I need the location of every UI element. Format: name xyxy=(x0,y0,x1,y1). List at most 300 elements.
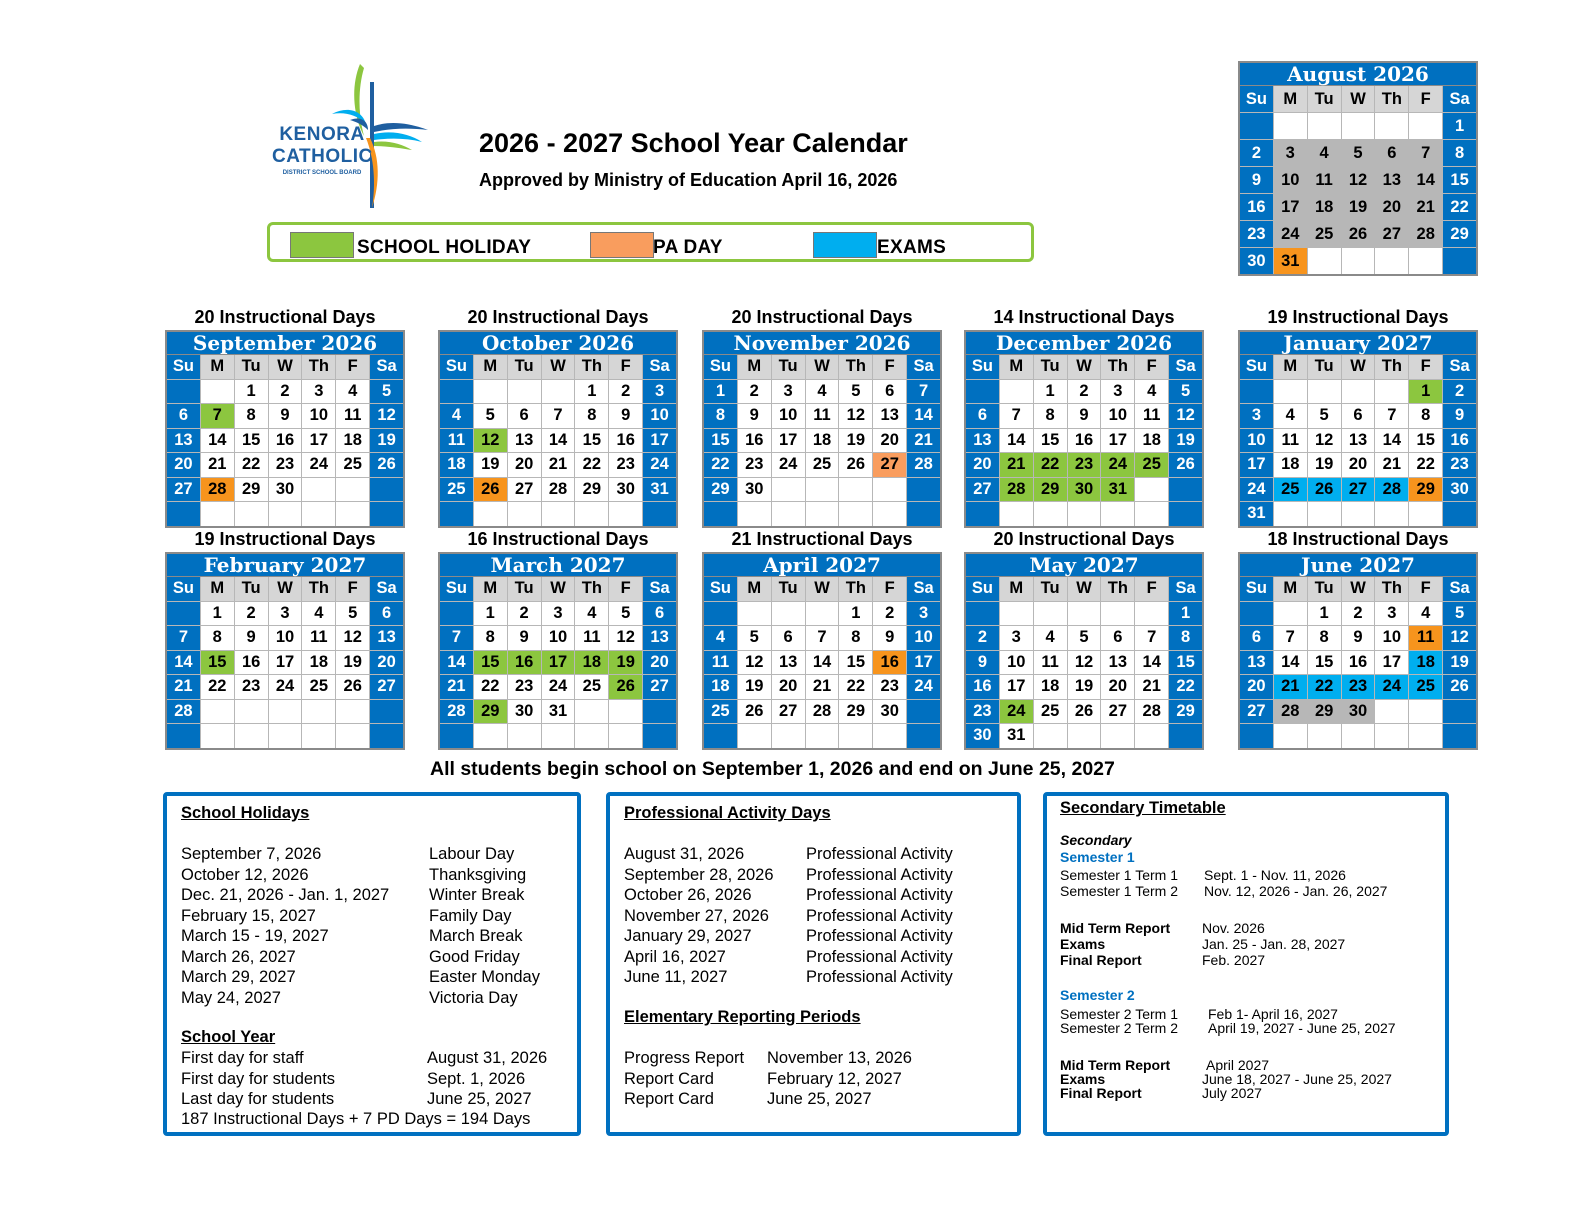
holiday-date: March 15 - 19, 2027 xyxy=(181,927,329,945)
day-cell: 1 xyxy=(1308,602,1341,626)
day-cell: 24 xyxy=(1375,675,1408,699)
day-cell: 3 xyxy=(1240,404,1273,428)
day-cell: 12 xyxy=(1443,626,1476,650)
day-cell: 17 xyxy=(1000,675,1033,699)
day-cell: 8 xyxy=(1443,140,1476,166)
day-cell: 1 xyxy=(1443,113,1476,139)
empty-day-cell xyxy=(643,502,676,526)
empty-day-cell xyxy=(1375,724,1408,748)
day-cell: 22 xyxy=(1169,675,1202,699)
day-cell: 30 xyxy=(269,478,302,502)
weekday-header: Su xyxy=(1240,86,1273,112)
weekday-header: Tu xyxy=(772,577,805,601)
day-cell: 23 xyxy=(508,675,541,699)
empty-day-cell xyxy=(1308,380,1341,404)
weekday-header: W xyxy=(1342,577,1375,601)
day-cell: 5 xyxy=(839,380,872,404)
empty-day-cell xyxy=(201,380,234,404)
month-grid xyxy=(1240,86,1476,274)
s2-term2-value: April 19, 2027 - June 25, 2027 xyxy=(1208,1020,1396,1036)
day-cell: 8 xyxy=(839,626,872,650)
day-cell: 21 xyxy=(1135,675,1168,699)
empty-day-cell xyxy=(772,502,805,526)
weekday-header: F xyxy=(1409,86,1442,112)
day-cell: 17 xyxy=(907,651,940,675)
pa-name: Professional Activity xyxy=(806,947,953,966)
s2-term1-label: Semester 2 Term 1 xyxy=(1060,1006,1179,1022)
empty-day-cell xyxy=(1375,113,1408,139)
day-cell: 15 xyxy=(235,429,268,453)
day-cell: 20 xyxy=(772,675,805,699)
day-cell: 29 xyxy=(1308,700,1341,724)
empty-day-cell xyxy=(1274,724,1307,748)
day-cell: 28 xyxy=(907,453,940,477)
empty-day-cell xyxy=(370,502,403,526)
weekday-header: Th xyxy=(1101,577,1134,601)
day-cell: 2 xyxy=(966,626,999,650)
day-cell: 25 xyxy=(806,453,839,477)
weekday-header: Sa xyxy=(643,355,676,379)
day-cell: 23 xyxy=(738,453,771,477)
day-cell: 2 xyxy=(235,602,268,626)
day-cell: 16 xyxy=(873,651,906,675)
day-cell: 13 xyxy=(508,429,541,453)
weekday-header: M xyxy=(201,355,234,379)
day-cell: 4 xyxy=(302,602,335,626)
day-cell: 8 xyxy=(1034,404,1067,428)
empty-day-cell xyxy=(1135,502,1168,526)
empty-day-cell xyxy=(1240,602,1273,626)
day-cell: 21 xyxy=(907,429,940,453)
day-cell: 4 xyxy=(1409,602,1442,626)
day-cell: 13 xyxy=(1101,651,1134,675)
empty-day-cell xyxy=(542,380,575,404)
empty-day-cell xyxy=(873,478,906,502)
day-cell: 5 xyxy=(1068,626,1101,650)
weekday-header: W xyxy=(806,577,839,601)
school-holidays-box xyxy=(163,792,581,1136)
day-cell: 27 xyxy=(966,478,999,502)
day-cell: 7 xyxy=(1000,404,1033,428)
empty-day-cell xyxy=(575,502,608,526)
empty-day-cell xyxy=(542,724,575,748)
reporting-heading: Elementary Reporting Periods xyxy=(624,1008,861,1026)
s2-final-label: Final Report xyxy=(1060,1085,1142,1101)
weekday-header: F xyxy=(336,577,369,601)
empty-day-cell xyxy=(1443,700,1476,724)
school-year-value: Sept. 1, 2026 xyxy=(427,1069,526,1088)
day-cell: 6 xyxy=(1240,626,1273,650)
day-cell: 17 xyxy=(1101,429,1134,453)
weekday-header: Sa xyxy=(1443,86,1476,112)
day-cell: 1 xyxy=(839,602,872,626)
day-cell: 4 xyxy=(1135,380,1168,404)
day-cell: 20 xyxy=(966,453,999,477)
day-cell: 7 xyxy=(1135,626,1168,650)
holiday-date: February 15, 2027 xyxy=(181,906,316,925)
weekday-header: M xyxy=(201,577,234,601)
day-cell: 2 xyxy=(738,380,771,404)
empty-day-cell xyxy=(1000,380,1033,404)
day-cell: 29 xyxy=(575,478,608,502)
day-cell: 19 xyxy=(474,453,507,477)
day-cell: 14 xyxy=(542,429,575,453)
month-grid xyxy=(704,355,940,526)
empty-day-cell xyxy=(738,724,771,748)
empty-day-cell xyxy=(1409,724,1442,748)
empty-day-cell xyxy=(1034,602,1067,626)
day-cell: 4 xyxy=(704,626,737,650)
empty-day-cell xyxy=(1375,700,1408,724)
day-cell: 6 xyxy=(167,404,200,428)
s2-mid-value: April 2027 xyxy=(1206,1057,1270,1073)
day-cell: 28 xyxy=(1409,221,1442,247)
day-cell: 16 xyxy=(269,429,302,453)
secondary-timetable-box xyxy=(1043,792,1449,1136)
day-cell: 1 xyxy=(1169,602,1202,626)
empty-day-cell xyxy=(235,700,268,724)
empty-day-cell xyxy=(1034,724,1067,748)
day-cell: 3 xyxy=(1000,626,1033,650)
day-cell: 14 xyxy=(1375,429,1408,453)
holiday-name: Easter Monday xyxy=(429,968,540,986)
day-cell: 20 xyxy=(508,453,541,477)
day-cell: 24 xyxy=(269,675,302,699)
day-cell: 31 xyxy=(1240,502,1273,526)
day-cell: 26 xyxy=(609,675,642,699)
weekday-header: Su xyxy=(440,355,473,379)
day-cell: 19 xyxy=(336,651,369,675)
day-cell: 7 xyxy=(542,404,575,428)
month-august-2026 xyxy=(1238,61,1478,276)
empty-day-cell xyxy=(839,724,872,748)
day-cell: 6 xyxy=(1375,140,1408,166)
page-title: 2026 - 2027 School Year Calendar xyxy=(479,128,908,158)
day-cell: 20 xyxy=(1342,453,1375,477)
weekday-header: F xyxy=(1135,577,1168,601)
logo-line-2: CATHOLIC xyxy=(272,146,373,167)
weekday-header: W xyxy=(1068,577,1101,601)
weekday-header: Tu xyxy=(1308,355,1341,379)
weekday-header: Tu xyxy=(772,355,805,379)
day-cell: 7 xyxy=(907,380,940,404)
empty-day-cell xyxy=(167,502,200,526)
day-cell: 9 xyxy=(873,626,906,650)
day-cell: 11 xyxy=(336,404,369,428)
day-cell: 11 xyxy=(440,429,473,453)
day-cell: 15 xyxy=(1169,651,1202,675)
weekday-header: M xyxy=(1274,355,1307,379)
semester2-label: Semester 2 xyxy=(1060,987,1135,1003)
pa-date: October 26, 2026 xyxy=(624,886,752,904)
day-cell: 28 xyxy=(201,478,234,502)
day-cell: 10 xyxy=(269,626,302,650)
month-december-2026 xyxy=(964,330,1204,528)
s2-exams-value: June 18, 2027 - June 25, 2027 xyxy=(1202,1071,1392,1087)
empty-day-cell xyxy=(302,502,335,526)
weekday-header: Su xyxy=(167,355,200,379)
day-cell: 5 xyxy=(474,404,507,428)
month-grid xyxy=(704,577,940,748)
pa-date: August 31, 2026 xyxy=(624,845,745,863)
day-cell: 12 xyxy=(370,404,403,428)
month-september-2026 xyxy=(165,330,405,528)
empty-day-cell xyxy=(201,700,234,724)
day-cell: 25 xyxy=(1409,675,1442,699)
s1-final-label: Final Report xyxy=(1060,952,1142,968)
weekday-header: F xyxy=(1135,355,1168,379)
day-cell: 29 xyxy=(839,700,872,724)
empty-day-cell xyxy=(302,724,335,748)
day-cell: 24 xyxy=(643,453,676,477)
day-cell: 9 xyxy=(508,626,541,650)
empty-day-cell xyxy=(336,724,369,748)
day-cell: 13 xyxy=(772,651,805,675)
day-cell: 26 xyxy=(839,453,872,477)
day-cell: 22 xyxy=(474,675,507,699)
day-cell: 25 xyxy=(302,675,335,699)
day-cell: 25 xyxy=(1034,700,1067,724)
day-cell: 24 xyxy=(1101,453,1134,477)
logo-line-1: KENORA xyxy=(279,124,365,145)
day-cell: 3 xyxy=(772,380,805,404)
day-cell: 14 xyxy=(1274,651,1307,675)
day-cell: 20 xyxy=(1101,675,1134,699)
day-cell: 3 xyxy=(1101,380,1134,404)
empty-day-cell xyxy=(1443,502,1476,526)
day-cell: 27 xyxy=(772,700,805,724)
day-cell: 29 xyxy=(1409,478,1442,502)
empty-day-cell xyxy=(1101,724,1134,748)
legend-exams-label: EXAMS xyxy=(877,237,947,258)
empty-day-cell xyxy=(370,700,403,724)
empty-day-cell xyxy=(806,602,839,626)
day-cell: 27 xyxy=(873,453,906,477)
day-cell: 21 xyxy=(440,675,473,699)
day-cell: 3 xyxy=(1375,602,1408,626)
day-cell: 7 xyxy=(440,626,473,650)
month-grid xyxy=(167,355,403,526)
day-cell: 13 xyxy=(966,429,999,453)
weekday-header: Sa xyxy=(1169,355,1202,379)
s2-term1-value: Feb 1- April 16, 2027 xyxy=(1208,1006,1338,1022)
day-cell: 13 xyxy=(643,626,676,650)
holiday-date: October 12, 2026 xyxy=(181,865,309,884)
day-cell: 16 xyxy=(1342,651,1375,675)
empty-day-cell xyxy=(201,502,234,526)
empty-day-cell xyxy=(873,724,906,748)
empty-day-cell xyxy=(336,478,369,502)
day-cell: 31 xyxy=(1000,724,1033,748)
day-cell: 9 xyxy=(235,626,268,650)
weekday-header: Sa xyxy=(1443,577,1476,601)
day-cell: 1 xyxy=(1034,380,1067,404)
month-may-2027 xyxy=(964,552,1204,750)
pa-days-box xyxy=(606,792,1021,1136)
empty-day-cell xyxy=(1169,724,1202,748)
month-title: June 2027 xyxy=(1240,554,1476,577)
empty-day-cell xyxy=(966,602,999,626)
day-cell: 18 xyxy=(1135,429,1168,453)
empty-day-cell xyxy=(542,502,575,526)
empty-day-cell xyxy=(1240,724,1273,748)
day-cell: 10 xyxy=(1101,404,1134,428)
day-cell: 4 xyxy=(575,602,608,626)
month-title: October 2026 xyxy=(440,332,676,355)
empty-day-cell xyxy=(1342,502,1375,526)
day-cell: 28 xyxy=(440,700,473,724)
day-cell: 1 xyxy=(1409,380,1442,404)
day-cell: 3 xyxy=(907,602,940,626)
weekday-header: F xyxy=(609,577,642,601)
empty-day-cell xyxy=(643,700,676,724)
day-cell: 4 xyxy=(806,380,839,404)
day-cell: 10 xyxy=(1274,167,1307,193)
day-cell: 15 xyxy=(575,429,608,453)
empty-day-cell xyxy=(907,700,940,724)
empty-day-cell xyxy=(269,724,302,748)
school-year-label: First day for students xyxy=(181,1069,336,1088)
month-april-2027 xyxy=(702,552,942,750)
day-cell: 24 xyxy=(1000,700,1033,724)
pa-date: January 29, 2027 xyxy=(624,927,752,945)
day-cell: 11 xyxy=(1409,626,1442,650)
empty-day-cell xyxy=(806,724,839,748)
empty-day-cell xyxy=(907,724,940,748)
weekday-header: W xyxy=(1068,355,1101,379)
day-cell: 10 xyxy=(1000,651,1033,675)
month-grid xyxy=(966,577,1202,748)
empty-day-cell xyxy=(772,724,805,748)
day-cell: 4 xyxy=(440,404,473,428)
day-cell: 26 xyxy=(1342,221,1375,247)
empty-day-cell xyxy=(772,478,805,502)
day-cell: 4 xyxy=(1308,140,1341,166)
day-cell: 8 xyxy=(235,404,268,428)
reporting-value: June 25, 2027 xyxy=(767,1090,872,1108)
day-cell: 1 xyxy=(201,602,234,626)
empty-day-cell xyxy=(201,724,234,748)
empty-day-cell xyxy=(235,502,268,526)
day-cell: 5 xyxy=(1308,404,1341,428)
day-cell: 25 xyxy=(1274,478,1307,502)
weekday-header: Th xyxy=(839,577,872,601)
day-cell: 6 xyxy=(873,380,906,404)
weekday-header: Tu xyxy=(235,577,268,601)
day-cell: 31 xyxy=(1274,248,1307,274)
exams-swatch xyxy=(813,232,877,258)
school-dates-banner: All students begin school on September 1, 2026 and end on June 25, 2027 xyxy=(430,758,1115,780)
day-cell: 28 xyxy=(542,478,575,502)
day-cell: 4 xyxy=(1274,404,1307,428)
day-cell: 6 xyxy=(772,626,805,650)
day-cell: 6 xyxy=(1101,626,1134,650)
empty-day-cell xyxy=(1342,248,1375,274)
day-cell: 17 xyxy=(1240,453,1273,477)
day-cell: 23 xyxy=(1342,675,1375,699)
empty-day-cell xyxy=(1068,602,1101,626)
day-cell: 3 xyxy=(643,380,676,404)
empty-day-cell xyxy=(907,502,940,526)
board-logo xyxy=(262,58,432,218)
day-cell: 19 xyxy=(839,429,872,453)
day-cell: 25 xyxy=(336,453,369,477)
school-year-value: June 25, 2027 xyxy=(427,1090,532,1108)
empty-day-cell xyxy=(269,700,302,724)
day-cell: 20 xyxy=(167,453,200,477)
weekday-header: Th xyxy=(1101,355,1134,379)
day-cell: 11 xyxy=(806,404,839,428)
holiday-name: Labour Day xyxy=(429,845,515,863)
empty-day-cell xyxy=(1068,502,1101,526)
day-cell: 10 xyxy=(1375,626,1408,650)
weekday-header: M xyxy=(1000,577,1033,601)
empty-day-cell xyxy=(1240,380,1273,404)
school-year-label: First day for staff xyxy=(181,1049,304,1067)
day-cell: 20 xyxy=(1240,675,1273,699)
secondary-label: Secondary xyxy=(1060,832,1132,848)
day-cell: 17 xyxy=(643,429,676,453)
day-cell: 2 xyxy=(1240,140,1273,166)
day-cell: 15 xyxy=(474,651,507,675)
day-cell: 1 xyxy=(235,380,268,404)
weekday-header: F xyxy=(609,355,642,379)
empty-day-cell xyxy=(474,380,507,404)
empty-day-cell xyxy=(704,502,737,526)
day-cell: 28 xyxy=(167,700,200,724)
weekday-header: W xyxy=(542,355,575,379)
empty-day-cell xyxy=(772,602,805,626)
day-cell: 18 xyxy=(440,453,473,477)
day-cell: 25 xyxy=(1308,221,1341,247)
empty-day-cell xyxy=(1068,724,1101,748)
weekday-header: Sa xyxy=(370,355,403,379)
empty-day-cell xyxy=(1101,602,1134,626)
day-cell: 12 xyxy=(1068,651,1101,675)
empty-day-cell xyxy=(440,602,473,626)
weekday-header: Sa xyxy=(907,355,940,379)
day-cell: 30 xyxy=(873,700,906,724)
day-cell: 18 xyxy=(806,429,839,453)
day-cell: 12 xyxy=(1169,404,1202,428)
day-cell: 23 xyxy=(609,453,642,477)
day-cell: 17 xyxy=(1375,651,1408,675)
pa-name: Professional Activity xyxy=(806,927,953,945)
reporting-value: November 13, 2026 xyxy=(767,1049,912,1067)
weekday-header: W xyxy=(269,355,302,379)
weekday-header: Su xyxy=(1240,577,1273,601)
day-cell: 29 xyxy=(474,700,507,724)
weekday-header: W xyxy=(1342,86,1375,112)
empty-day-cell xyxy=(167,602,200,626)
day-cell: 22 xyxy=(235,453,268,477)
day-cell: 29 xyxy=(1443,221,1476,247)
legend xyxy=(267,222,1034,262)
day-cell: 19 xyxy=(1342,194,1375,220)
day-cell: 14 xyxy=(806,651,839,675)
day-cell: 21 xyxy=(806,675,839,699)
empty-day-cell xyxy=(1308,502,1341,526)
day-cell: 16 xyxy=(508,651,541,675)
day-cell: 21 xyxy=(1409,194,1442,220)
day-cell: 2 xyxy=(1342,602,1375,626)
holiday-date: September 7, 2026 xyxy=(181,845,322,863)
day-cell: 28 xyxy=(1135,700,1168,724)
day-cell: 6 xyxy=(643,602,676,626)
day-cell: 4 xyxy=(336,380,369,404)
month-title: February 2027 xyxy=(167,554,403,577)
empty-day-cell xyxy=(1409,248,1442,274)
